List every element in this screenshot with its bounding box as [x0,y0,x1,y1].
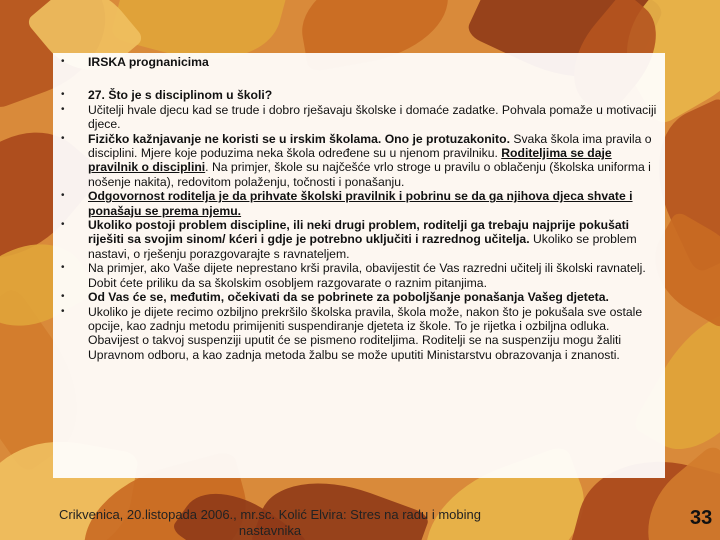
bullet-icon: • [61,56,65,67]
item-text: 27. Što je s disciplinom u školi? [88,88,273,103]
list-item [55,55,660,69]
list-item [55,189,660,218]
item-text: Na primjer, ako Vaše dijete neprestano krši pravila, obavijestit će Vas razredni učitelj ili školski ravnatelj. Dobit ćete priliku da sa školskim osobljem razgovarate o raznim pitanjima. [88,261,646,290]
item-text: Od Vas će se, međutim, očekivati da se pobrinete za poboljšanje ponašanja Vašeg djeteta. [88,290,609,305]
list-item [55,132,660,190]
list-item [55,88,660,102]
bullet-icon: • [61,219,65,231]
item-text: . Na primjer, škole su najčešće vrlo stroge u pravilu o oblačenju (školska uniforma i nošenje nakita), redovitom polaženju, točnosti i ponašanju. [88,160,651,189]
bullet-icon: • [61,89,65,101]
bullet-icon: • [61,262,65,274]
item-text: Ukoliko se problem nastavi, o rješenju porazgovarajte s ravnateljem. [88,232,637,261]
list-item [55,218,660,261]
bullet-icon: • [61,132,65,144]
bullet-icon: • [61,291,65,303]
bullet-icon: • [61,190,65,202]
bullet-icon: • [61,103,65,115]
list-item [55,290,660,304]
item-text: Fizičko kažnjavanje ne koristi se u irskim školama. Ono je protuzakonito. [88,131,510,146]
page-number: 33 [690,507,713,529]
footer-text: Crikvenica, 20.listopada 2006., mr.sc. Kolić Elvira: Stres na radu i mobing nastavnika [59,507,481,538]
item-text: Ukoliko je dijete recimo ozbiljno prekršilo školska pravila, škola može, nakon što je pokušala sve ostale opcije, kao zadnju metodu primijeniti suspendiranje djeteta iz škole. To je rijetka i ozbiljna odluka. Obavijest o takvoj suspenziji uputit će se pismeno roditeljima. Roditelji se na suspenziju mogu žaliti Upravnom odboru, a kao zadnja metoda žalbu se može uputiti Ministarstvu obrazovanja i znanosti. [88,304,643,362]
item-text: Svaka škola ima pravila o disciplini. Mjere koje poduzima neka škola određene su u njenom pravilniku. [88,131,652,161]
item-text: IRSKA prognanicima [88,55,209,69]
list-item [55,261,660,290]
list-item [55,305,660,363]
item-text: Ukoliko postoji problem discipline, ili neki drugi problem, roditelji ga trebaju najprije pokušati riješiti sa svojim sinom/ kćeri i gdje je potrebno uključiti i razrednog učitelja. [88,218,630,247]
item-text: Učitelji hvale djecu kad se trude i dobro rješavaju školske i domaće zadatke. Pohvala pomaže u motivaciji djece. [88,102,657,132]
item-text: Odgovornost roditelja je da prihvate školski pravilnik i pobrinu se da ga njihova djeca shvate i ponašaju se prema njemu. [88,189,633,218]
item-text: Roditeljima se daje pravilnik o disciplini [88,146,612,175]
bullet-icon: • [61,305,65,317]
list-item [55,103,660,132]
bullet-list [55,55,660,362]
